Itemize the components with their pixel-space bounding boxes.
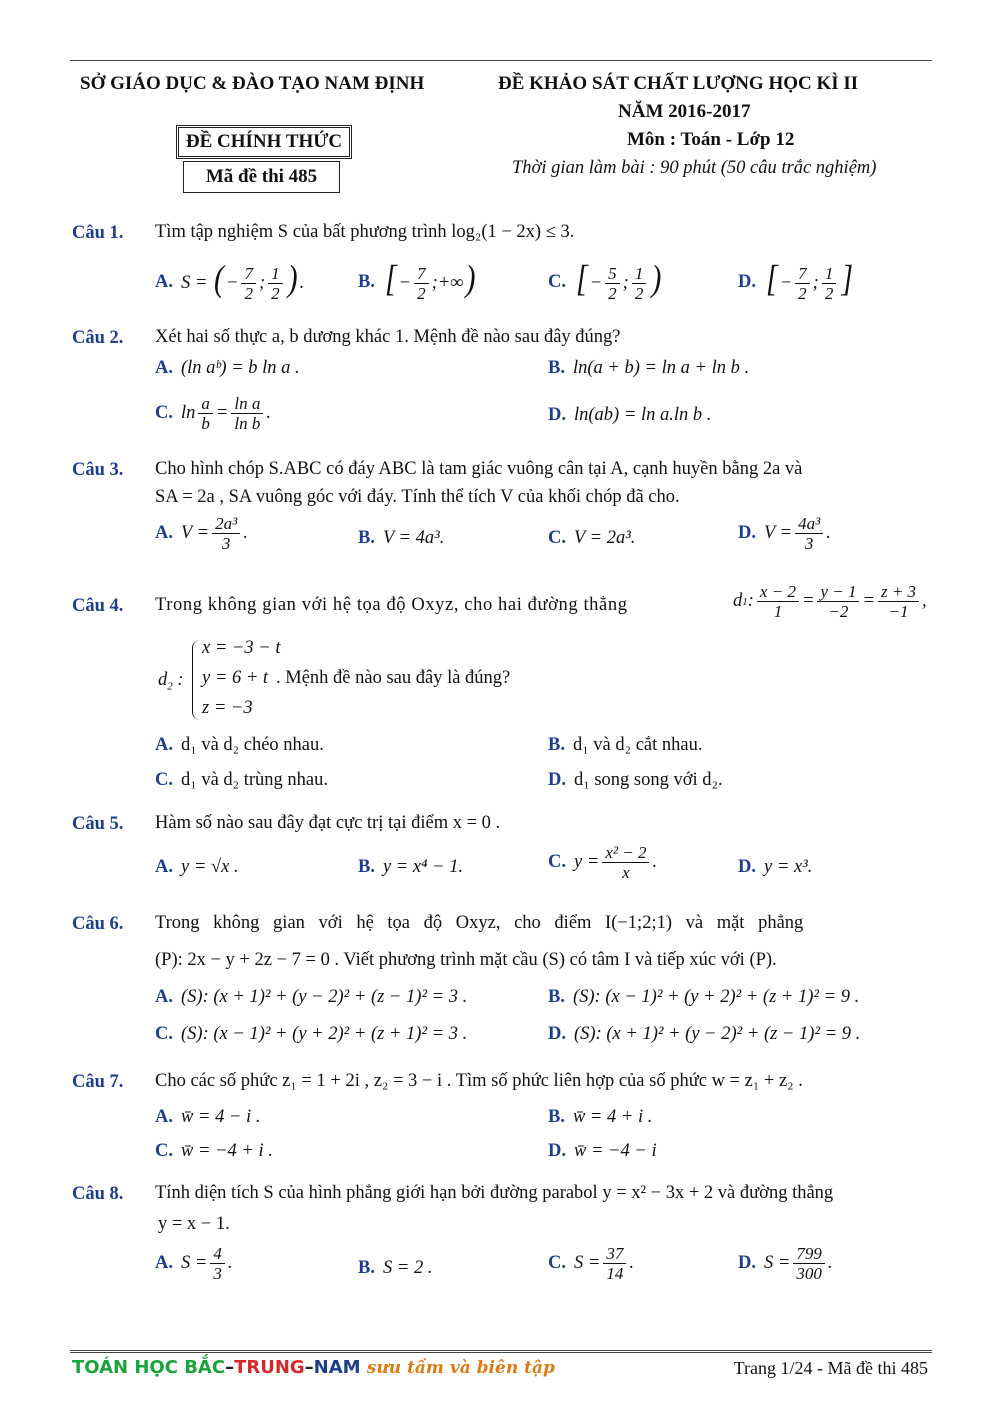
q4-c-letter: C. [155,770,173,790]
q4-a-letter: A. [155,735,173,755]
department-title: SỞ GIÁO DỤC & ĐÀO TẠO NAM ĐỊNH [80,73,425,94]
q1-c-letter: C. [548,272,566,293]
q7-option-b[interactable] [548,1107,652,1128]
subject-line: Môn : Toán - Lớp 12 [627,129,795,150]
q4-text-1: Trong không gian với hệ tọa độ Oxyz, cho hai đường thẳng [155,595,628,615]
q1-b-content: [ − $\frac{7}{2}$ ;+∞) [384,257,476,304]
q5-label: Câu 5. [72,814,124,834]
brand-part-2: TRUNG [234,1357,305,1378]
q1-c-content: [ − $\frac{5}{2}$ ; $\frac{1}{2}$ ) [576,257,662,304]
q5-option-b[interactable] [358,857,463,878]
q2-option-c[interactable] [155,394,271,433]
q6-label: Câu 6. [72,914,124,934]
q1-a-letter: A. [155,272,173,293]
q2-option-a[interactable] [155,358,300,379]
q4-c-content: d₁ và d₂ trùng nhau. [181,770,328,790]
exam-year: NĂM 2016-2017 [618,101,751,122]
q7-option-a[interactable] [155,1107,260,1128]
q4-d2-line3: z = −3 [202,698,253,718]
q5-c-letter: C. [548,852,566,872]
q8-option-a[interactable] [155,1244,232,1283]
q5-option-c[interactable] [548,843,657,882]
q4-b-content: d₁ và d₂ cắt nhau. [572,735,703,755]
q7-d-letter: D. [548,1141,566,1161]
q4-d-content: d₁ song song với d₂. [574,770,723,790]
q3-c-content: V = 2a³. [574,528,636,548]
q7-text: Cho các số phức z₁ = 1 + 2i , z₂ = 3 − i . Tìm số phức liên hợp của số phức w = z₁ + z₂ . [155,1071,803,1091]
q8-label: Câu 8. [72,1184,124,1204]
q4-d1-equation: d 1 : $\frac{x - 2}{1}$ = $\frac{y - 1}{-2}$ = $\frac{z + 3}{-1}$ , [733,582,927,621]
brand-part-1: TOÁN HỌC BẮC [72,1357,226,1378]
q3-text-2: SA = 2a , SA vuông góc với đáy. Tính thể tích V của khối chóp đã cho. [155,487,680,507]
q3-option-d[interactable] [738,514,831,553]
q6-b-content: (S): (x − 1)² + (y + 2)² + (z + 1)² = 9 . [572,987,860,1007]
q4-b-letter: B. [548,735,565,755]
q5-text: Hàm số nào sau đây đạt cực trị tại điểm x = 0 . [155,813,501,833]
q4-option-c[interactable] [155,770,328,791]
footer-rule [70,1350,932,1353]
q8-text-2: y = x − 1. [158,1214,230,1234]
top-rule [70,60,932,61]
q5-b-content: y = x⁴ − 1. [382,857,464,877]
brand-dash-1: – [225,1357,235,1378]
q8-option-b[interactable] [358,1258,432,1279]
q6-text-2: (P): 2x − y + 2z − 7 = 0 . Viết phương trình mặt cầu (S) có tâm I và tiếp xúc với (P). [155,950,777,970]
q2-text: Xét hai số thực a, b dương khác 1. Mệnh đề nào sau đây đúng? [155,327,621,347]
q5-a-letter: A. [155,857,173,877]
q2-c-letter: C. [155,403,173,423]
q1-option-a[interactable] [155,257,305,304]
q7-a-content: w̄ = 4 − i . [181,1107,261,1127]
q4-d-letter: D. [548,770,566,790]
q1-label: Câu 1. [72,223,124,243]
brand-part-3: NAM [313,1357,361,1378]
q3-a-letter: A. [155,523,173,543]
q1-d-letter: D. [738,272,756,293]
q4-d2-name: $d_2$ : [158,670,184,693]
q4-a-content: d₁ và d₂ chéo nhau. [181,735,324,755]
q3-b-content: V = 4a³. [382,528,445,548]
q2-d-content: ln(ab) = ln a.ln b . [574,405,712,425]
q8-b-letter: B. [358,1258,375,1278]
q2-c-content: ln $\frac{a}{b}$ = $\frac{\text{ln a}}{\text{ln b}}$ . [181,394,271,433]
q4-label: Câu 4. [72,596,124,616]
brand-tail: sưu tầm và biên tập [366,1358,555,1378]
q1-a-content: S = ( − $\frac{7}{2}$ ; $\frac{1}{2}$ ) . [181,257,305,304]
q7-c-letter: C. [155,1141,173,1161]
official-badge: ĐỀ CHÍNH THỨC [176,125,352,159]
q7-b-letter: B. [548,1107,565,1127]
q1-text: Tìm tập nghiệm S của bất phương trình log₂(1 − 2x) ≤ 3. [155,222,575,242]
q6-a-letter: A. [155,987,173,1007]
q5-d-letter: D. [738,857,756,877]
q5-c-content: y = $\frac{\text{x² − 2}}{x}$ . [574,843,658,882]
q2-a-letter: A. [155,358,173,378]
q3-text-1: Cho hình chóp S.ABC có đáy ABC là tam giác vuông cân tại A, cạnh huyền bằng 2a và [155,459,803,479]
q4-d2-text: . Mệnh đề nào sau đây là đúng? [276,668,511,688]
q5-d-content: y = x³. [764,857,813,877]
page-info: Trang 1/24 - Mã đề thi 485 [733,1358,928,1378]
q6-option-a[interactable] [155,987,467,1008]
q5-b-letter: B. [358,857,375,877]
q6-a-content: (S): (x + 1)² + (y − 2)² + (z − 1)² = 3 . [181,987,468,1007]
q1-b-letter: B. [358,272,375,293]
q6-c-content: (S): (x − 1)² + (y + 2)² + (z + 1)² = 3 . [181,1024,468,1044]
q1-option-d[interactable] [738,257,855,304]
q8-d-content: S = $\frac{799}{300}$ . [764,1244,833,1283]
exam-title: ĐỀ KHẢO SÁT CHẤT LƯỢNG HỌC KÌ II [498,73,859,94]
q8-option-d[interactable] [738,1244,832,1283]
q4-d2-line2: y = 6 + t [202,668,269,688]
q3-a-content: V = $\frac{\text{2a³}}{3}$ . [181,514,248,553]
q7-c-content: w̄ = −4 + i . [181,1141,273,1161]
q8-a-letter: A. [155,1253,173,1273]
q8-a-content: S = $\frac{4}{3}$ . [181,1244,233,1283]
q8-text-1: Tính diện tích S của hình phẳng giới hạn bởi đường parabol y = x² − 3x + 2 và đường thẳng [155,1183,834,1203]
q6-text-1: Trong không gian với hệ tọa độ Oxyz, cho điểm I(−1;2;1) và mặt phẳng [155,913,804,933]
q8-b-content: S = 2 . [382,1258,433,1278]
q4-option-a[interactable] [155,735,324,756]
q1-option-b[interactable] [358,257,477,304]
q3-option-c[interactable] [548,528,635,549]
q3-b-letter: B. [358,528,375,548]
q5-option-d[interactable] [738,857,812,878]
q8-d-letter: D. [738,1253,756,1273]
time-line: Thời gian làm bài : 90 phút (50 câu trắc nghiệm) [512,158,877,178]
brand-dash-2: – [304,1357,314,1378]
q2-d-letter: D. [548,405,566,425]
q8-c-letter: C. [548,1253,566,1273]
q3-label: Câu 3. [72,460,124,480]
exam-code-box: Mã đề thi 485 [183,161,340,193]
q2-b-letter: B. [548,358,565,378]
q8-c-content: S = $\frac{37}{14}$ . [574,1244,634,1283]
q6-d-content: (S): (x + 1)² + (y − 2)² + (z − 1)² = 9 . [574,1024,861,1044]
q6-option-d[interactable] [548,1024,860,1045]
q1-option-c[interactable] [548,257,663,304]
q6-option-c[interactable] [155,1024,467,1045]
q4-d2-brace [192,640,201,720]
q3-c-letter: C. [548,528,566,548]
q2-b-content: ln(a + b) = ln a + ln b . [572,358,750,378]
q7-option-d[interactable] [548,1141,657,1162]
q7-option-c[interactable] [155,1141,273,1162]
q5-option-a[interactable] [155,857,239,878]
q3-option-a[interactable] [155,514,248,553]
q6-c-letter: C. [155,1024,173,1044]
q3-d-content: V = $\frac{\text{4a³}}{3}$ . [764,514,831,553]
q1-d-content: [ − $\frac{7}{2}$ ; $\frac{1}{2}$ ] [766,257,854,304]
q3-d-letter: D. [738,523,756,543]
q3-option-b[interactable] [358,528,444,549]
q7-d-content: w̄ = −4 − i [574,1141,657,1161]
q8-option-c[interactable] [548,1244,634,1283]
q2-option-b[interactable] [548,358,749,379]
q6-option-b[interactable] [548,987,859,1008]
q4-option-d[interactable] [548,770,723,791]
q5-a-content: y = √x . [181,857,239,877]
q4-d2-line1: x = −3 − t [202,638,281,658]
q6-b-letter: B. [548,987,565,1007]
q7-a-letter: A. [155,1107,173,1127]
footer-brand [72,1357,555,1378]
q4-option-b[interactable] [548,735,702,756]
q2-label: Câu 2. [72,328,124,348]
q2-option-d[interactable] [548,405,711,426]
q2-a-content: (ln aᵇ) = b ln a . [181,358,300,378]
q7-label: Câu 7. [72,1072,124,1092]
q7-b-content: w̄ = 4 + i . [572,1107,653,1127]
q6-d-letter: D. [548,1024,566,1044]
